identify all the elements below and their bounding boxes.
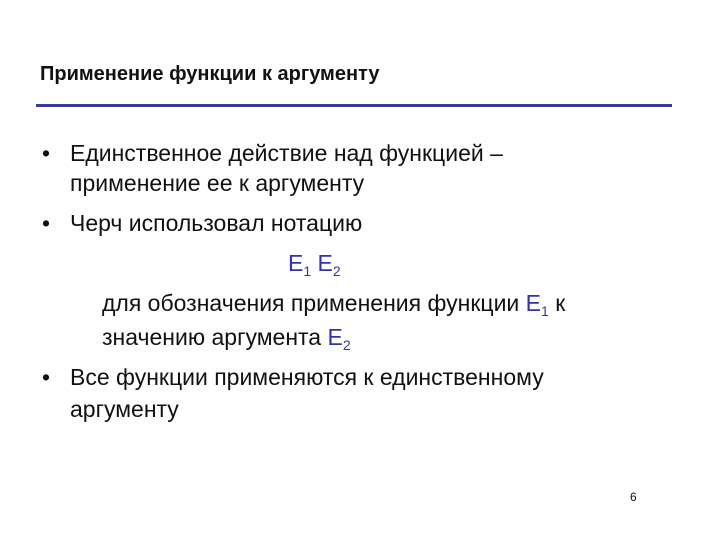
continuation-line-1-text: для обозначения применения функции [102,290,526,316]
notation-e2-letter: E [317,250,333,276]
notation-e2-subscript: 2 [332,263,341,279]
bullet-2-line-1: Черч использовал нотацию [70,210,363,236]
bullet-3-line-2: аргументу [70,396,179,422]
bullet-marker: • [42,140,51,166]
inline-e2-letter: E [327,324,343,350]
notation-expression [288,248,341,286]
inline-e1-letter: E [525,290,542,316]
bullet-1-line-2: применение ее к аргументу [70,170,365,196]
bullet-3-line-1: Все функции применяются к единственному [70,364,544,390]
continuation-line-2 [102,322,351,360]
notation-e1-subscript: 1 [303,263,312,279]
title-divider [36,104,672,107]
slide-title: Применение функции к аргументу [40,63,380,85]
continuation-line-2-text: значению аргумента [102,324,328,350]
inline-e1-subscript: 1 [541,303,549,319]
bullet-marker: • [42,364,51,390]
inline-e2-subscript: 2 [342,337,351,353]
page-number: 6 [630,490,637,504]
bullet-marker: • [42,210,51,236]
continuation-line-1 [102,288,565,326]
continuation-line-1-tail: к [548,290,566,316]
bullet-1-line-1: Единственное действие над функцией – [70,140,503,166]
notation-e1-letter: E [288,250,304,276]
